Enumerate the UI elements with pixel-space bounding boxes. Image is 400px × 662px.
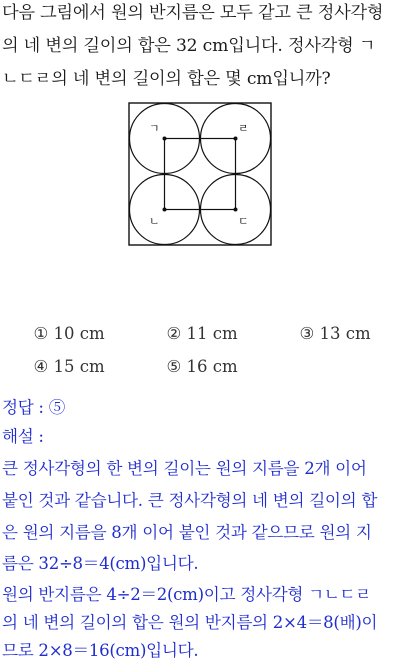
explanation-line-5: 원의 반지름은 4÷2＝2(cm)이고 정사각형 ㄱㄴㄷㄹ (2, 585, 372, 604)
explanation-line-3: 은 원의 지름을 8개 이어 붙인 것과 같으므로 원의 지 (2, 523, 372, 542)
explanation-title: 해설 : (2, 427, 44, 446)
choice-4-text: 15 cm (53, 357, 105, 376)
inner-square (165, 139, 236, 210)
explanation-line-7: 므로 2×8＝16(cm)입니다. (2, 641, 199, 660)
four-circles-figure (128, 102, 272, 246)
center-point-n (163, 208, 167, 212)
choice-4-mark: ④ (33, 357, 49, 376)
center-point-d (234, 208, 238, 212)
explanation-line-4: 름은 32÷8＝4(cm)입니다. (2, 554, 199, 573)
choice-3[interactable] (268, 301, 371, 367)
choice-2-mark: ② (166, 324, 182, 343)
choice-1-mark: ① (33, 324, 49, 343)
label-r: ㄹ (238, 122, 249, 135)
question-line-3: ㄴㄷㄹ의 네 변의 길이의 합은 몇 cm입니까? (2, 69, 331, 89)
explanation-line-2: 붙인 것과 같습니다. 큰 정사각형의 네 변의 길이의 합 (2, 491, 378, 510)
label-n: ㄴ (149, 215, 160, 228)
explanation-line-1: 큰 정사각형의 한 변의 길이는 원의 지름을 2개 이어 (2, 459, 367, 478)
label-g: ㄱ (149, 122, 160, 135)
question-line-1: 다음 그림에서 원의 반지름은 모두 같고 큰 정사각형 (2, 3, 384, 23)
question-line-2: 의 네 변의 길이의 합은 32 cm입니다. 정사각형 ㄱ (2, 36, 376, 56)
choice-5-text: 16 cm (186, 357, 238, 376)
explanation-line-6: 의 네 변의 길이의 합은 원의 반지름의 2×4＝8(배)이 (2, 613, 378, 632)
choice-3-mark: ③ (299, 324, 315, 343)
choice-3-text: 13 cm (319, 324, 371, 343)
center-point-g (163, 137, 167, 141)
choice-5[interactable] (135, 334, 238, 400)
choice-1-text: 10 cm (53, 324, 105, 343)
choice-2-text: 11 cm (186, 324, 238, 343)
choice-4[interactable] (2, 334, 105, 400)
answer-label: 정답 : ⑤ (2, 398, 65, 417)
label-d: ㄷ (238, 215, 249, 228)
choice-5-mark: ⑤ (166, 357, 182, 376)
center-point-r (234, 137, 238, 141)
